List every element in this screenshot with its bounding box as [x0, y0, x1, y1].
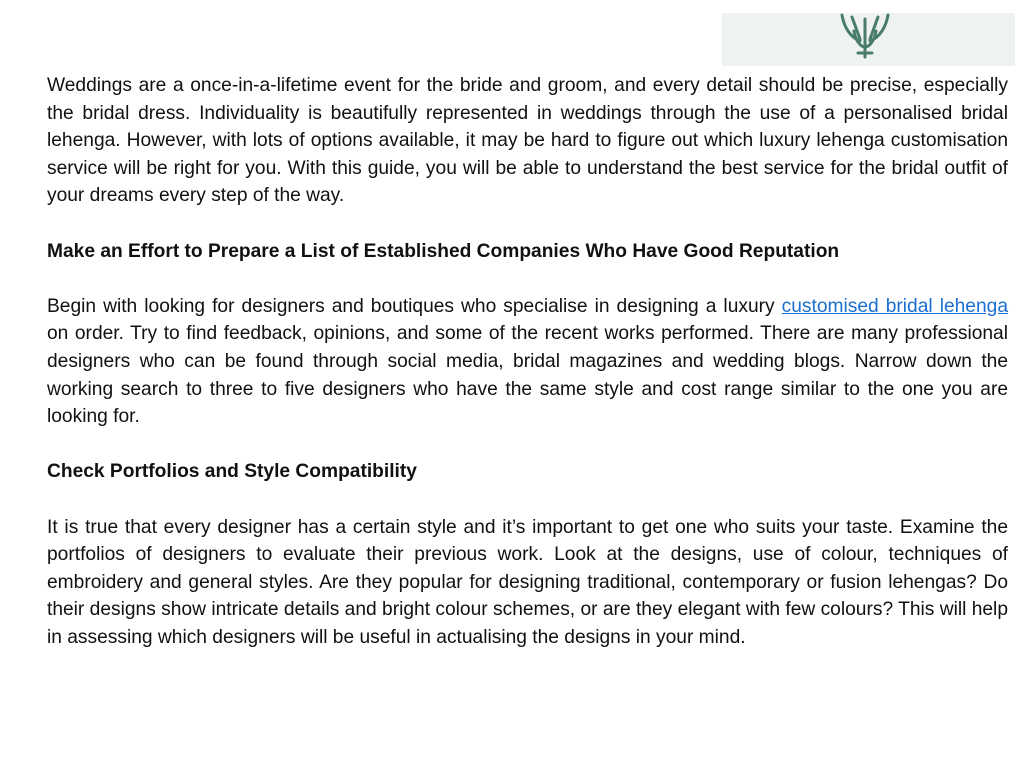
trident-w-monogram-logo-icon: [838, 13, 892, 67]
customised-bridal-lehenga-link[interactable]: customised bridal lehenga: [781, 295, 1008, 317]
section1-text-end: on order. Try to find feedback, opinions, and some of the recent works performed. There are many professional designers who can be found through social media, bridal magazines and wedding blogs. Narrow down the working search to three to five designers who have the same style and cost range similar to the one you are looking for.: [47, 323, 1008, 428]
section1-paragraph: [47, 293, 1008, 431]
article-body: [47, 72, 1008, 651]
intro-paragraph: Weddings are a once-in-a-lifetime event for the bride and groom, and every detail should be precise, especially the bridal dress. Individuality is beautifully represented in weddings through the use of a personalised bridal lehenga. However, with lots of options available, it may be hard to figure out which luxury lehenga customisation service will be right for you. With this guide, you will be able to understand the best service for the bridal outfit of your dreams every step of the way.: [47, 75, 1008, 207]
logo-banner: [722, 13, 1015, 66]
spacer: [47, 210, 1008, 238]
section-heading-portfolios: Check Portfolios and Style Compatibility: [47, 461, 417, 483]
section-heading-established-companies: Make an Effort to Prepare a List of Established Companies Who Have Good Reputation: [47, 240, 840, 262]
section1-text-start: Begin with looking for designers and boutiques who specialise in designing a luxury: [47, 295, 782, 317]
spacer: [47, 265, 1008, 293]
spacer: [47, 486, 1008, 514]
section2-paragraph: It is true that every designer has a certain style and it’s important to get one who suits your taste. Examine the portfolios of designers to evaluate their previous work. Look at the designs, use of colour, techniques of embroidery and general styles. Are they popular for designing traditional, contemporary or fusion lehengas? Do their designs show intricate details and bright colour schemes, or are they elegant with few colours? This will help in assessing which designers will be useful in actualising the designs in your mind.: [47, 516, 1008, 648]
spacer: [47, 431, 1008, 459]
